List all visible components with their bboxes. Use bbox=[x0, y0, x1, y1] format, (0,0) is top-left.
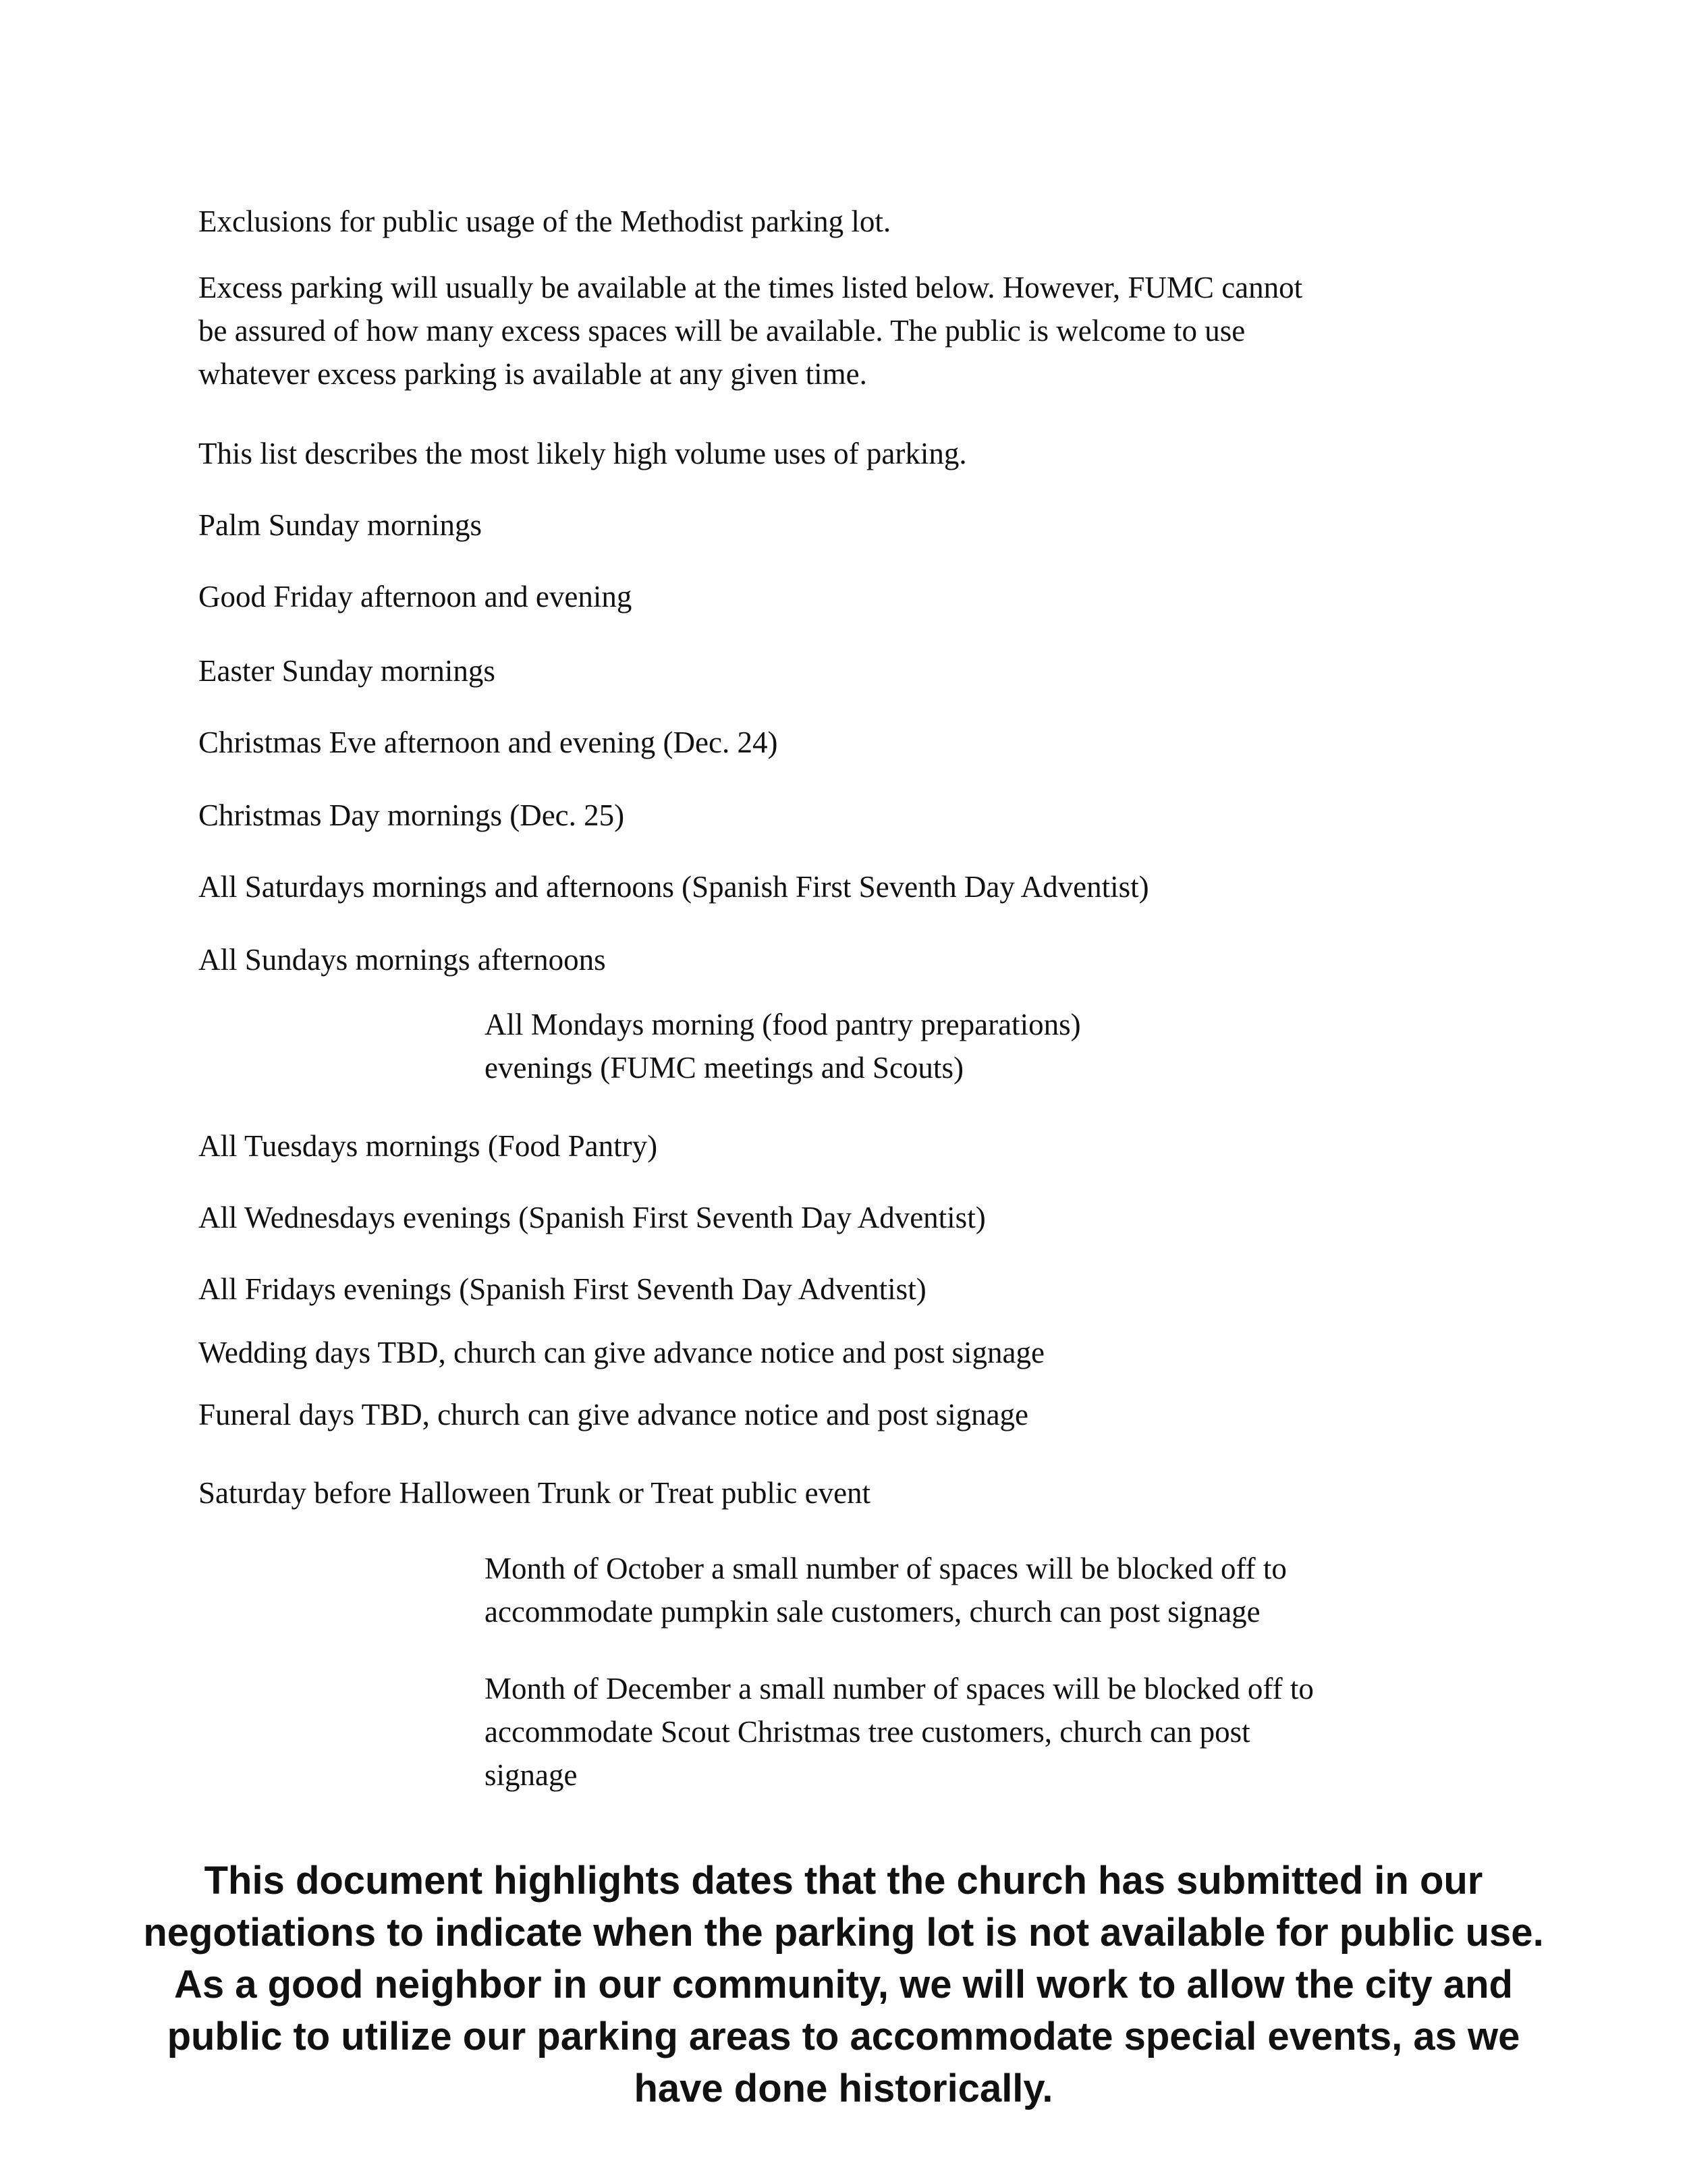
intro-line: whatever excess parking is available at any given time. bbox=[198, 357, 867, 391]
october-note bbox=[485, 1547, 1429, 1633]
december-line: Month of December a small number of spaces will be blocked off to bbox=[485, 1672, 1314, 1705]
list-item-mondays-morning: All Mondays morning (food pantry preparations) bbox=[485, 1008, 1081, 1041]
list-item-good-friday: Good Friday afternoon and evening bbox=[198, 580, 632, 613]
intro-line: be assured of how many excess spaces will be available. The public is welcome to use bbox=[198, 314, 1246, 348]
december-line: accommodate Scout Christmas tree customers, church can post bbox=[485, 1715, 1250, 1749]
list-item-fridays: All Fridays evenings (Spanish First Seventh Day Adventist) bbox=[198, 1272, 927, 1306]
intro-paragraph bbox=[198, 266, 1413, 395]
list-item-christmas-day: Christmas Day mornings (Dec. 25) bbox=[198, 798, 625, 832]
document-title: Exclusions for public usage of the Methodist parking lot. bbox=[198, 204, 891, 238]
october-line: accommodate pumpkin sale customers, church can post signage bbox=[485, 1595, 1261, 1629]
neighbor-notice bbox=[34, 1855, 1653, 2114]
list-item-mondays-evening: evenings (FUMC meetings and Scouts) bbox=[485, 1051, 964, 1085]
list-item-funerals: Funeral days TBD, church can give advance notice and post signage bbox=[198, 1398, 1029, 1431]
notice-line: This document highlights dates that the church has submitted in our bbox=[204, 1859, 1483, 1903]
notice-line: public to utilize our parking areas to accommodate special events, as we bbox=[167, 2015, 1520, 2058]
notice-line: have done historically. bbox=[634, 2067, 1053, 2110]
list-item-palm-sunday: Palm Sunday mornings bbox=[198, 508, 482, 542]
notice-line: negotiations to indicate when the parking lot is not available for public use. bbox=[143, 1911, 1544, 1955]
list-item-weddings: Wedding days TBD, church can give advance notice and post signage bbox=[198, 1336, 1045, 1369]
october-line: Month of October a small number of spaces will be blocked off to bbox=[485, 1552, 1287, 1585]
notice-line: As a good neighbor in our community, we will work to allow the city and bbox=[174, 1963, 1513, 2006]
intro-line: Excess parking will usually be available at the times listed below. However, FUMC cannot bbox=[198, 271, 1303, 304]
list-item-wednesdays: All Wednesdays evenings (Spanish First Seventh Day Adventist) bbox=[198, 1201, 986, 1234]
list-item-christmas-eve: Christmas Eve afternoon and evening (Dec. 24) bbox=[198, 726, 778, 759]
list-item-saturdays: All Saturdays mornings and afternoons (Spanish First Seventh Day Adventist) bbox=[198, 870, 1149, 904]
list-description: This list describes the most likely high volume uses of parking. bbox=[198, 437, 967, 470]
list-item-halloween: Saturday before Halloween Trunk or Treat public event bbox=[198, 1476, 871, 1510]
list-item-easter: Easter Sunday mornings bbox=[198, 654, 495, 688]
list-item-sundays: All Sundays mornings afternoons bbox=[198, 943, 606, 977]
list-item-tuesdays: All Tuesdays mornings (Food Pantry) bbox=[198, 1129, 658, 1163]
december-line: signage bbox=[485, 1758, 578, 1792]
december-note bbox=[485, 1667, 1429, 1797]
